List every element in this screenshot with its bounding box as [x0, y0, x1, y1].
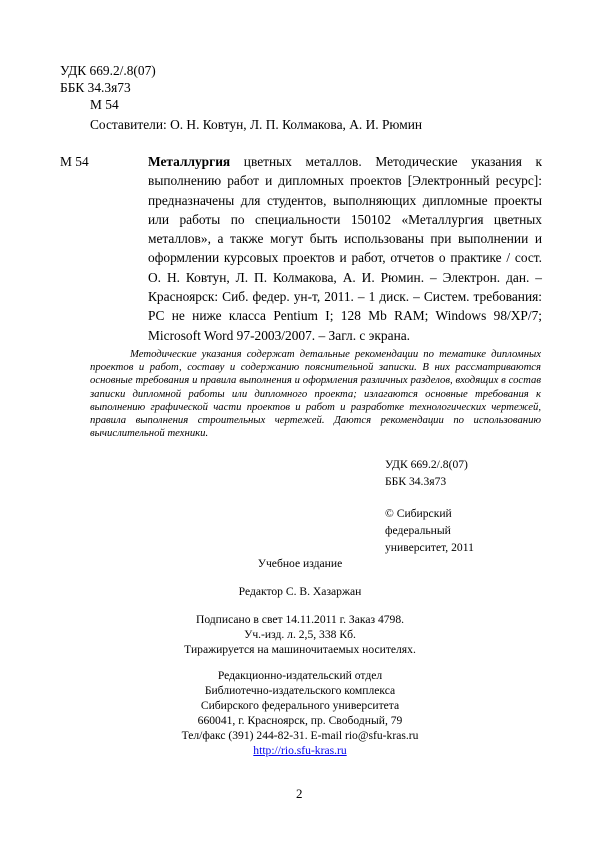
imprint-signed: Подписано в свет 14.11.2011 г. Заказ 4798.: [195, 613, 405, 626]
entry-mark: М 54: [60, 154, 89, 169]
imprint-dept: Редакционно-издательский отдел: [217, 669, 383, 682]
copyright-line2: федеральный: [385, 524, 451, 537]
page-number: 2: [296, 786, 303, 801]
entry-title: Металлургия: [148, 154, 231, 169]
entry-description: цветных металлов. Методические указания к выполнению работ и дипломных проектов [Электронный ресурс]: предназначены для студентов, выполняющих дипломные проекты или работы по специальности 150102 «Металлургия цветных металлов», а также могут быть использованы при выполнении и оформлении курсовых проектов и работ, отчетов о практике / сост. О. Н. Ковтун, Л. П. Колмакова, А. И. Рюмин. – Электрон. дан. – Красноярск: Сиб. федер. ун-т, 2011. – 1 диск. – Систем. требования: PC не ниже класса Pentium I; 128 Mb RAM; Windows 98/XP/7; Microsoft Word 97-2003/2007. – Загл. с экрана.: [148, 154, 542, 343]
header-author-mark: М 54: [90, 97, 119, 112]
imprint-url-row: [0, 743, 600, 758]
imprint-edition-type: Учебное издание: [257, 557, 343, 570]
imprint-university: Сибирского федерального университета: [200, 699, 400, 712]
header-bbk: ББК 34.3я73: [60, 80, 131, 95]
imprint-volume: Уч.-изд. л. 2,5, 338 Кб.: [244, 628, 356, 641]
imprint-editor: Редактор С. В. Хазаржан: [238, 585, 362, 598]
header-udk: УДК 669.2/.8(07): [60, 63, 156, 78]
header-compilers: Составители: О. Н. Ковтун, Л. П. Колмакова, А. И. Рюмин: [90, 117, 423, 132]
classification-bbk: ББК 34.3я73: [385, 475, 447, 488]
abstract-text: Методические указания содержат детальные рекомендации по тематике дипломных проектов и работ, составу и содержанию пояснительной записки. В них рассматриваются основные требования и правила выполнения и оформления различных разделов, входящих в состав записки дипломной работы или дипломного проекта; излагаются основные требования к выполнению графической части проектов и работ и разработке технологических чертежей, правила выполнения строительных чертежей. Даются рекомендации по использованию вычислительной техники.: [90, 348, 541, 440]
copyright-line1: © Сибирский: [385, 507, 452, 520]
imprint-complex: Библиотечно-издательского комплекса: [204, 684, 396, 697]
copyright-line3: университет, 2011: [385, 541, 474, 554]
imprint-url-link[interactable]: http://rio.sfu-kras.ru: [253, 744, 347, 757]
imprint-address: 660041, г. Красноярск, пр. Свободный, 79: [197, 714, 403, 727]
imprint-contacts: Тел/факс (391) 244-82-31. E-mail rio@sfu-kras.ru: [181, 729, 419, 742]
imprint-replication: Тиражируется на машиночитаемых носителях.: [184, 643, 416, 656]
entry-description-block: [148, 152, 542, 345]
classification-udk: УДК 669.2/.8(07): [385, 458, 468, 471]
